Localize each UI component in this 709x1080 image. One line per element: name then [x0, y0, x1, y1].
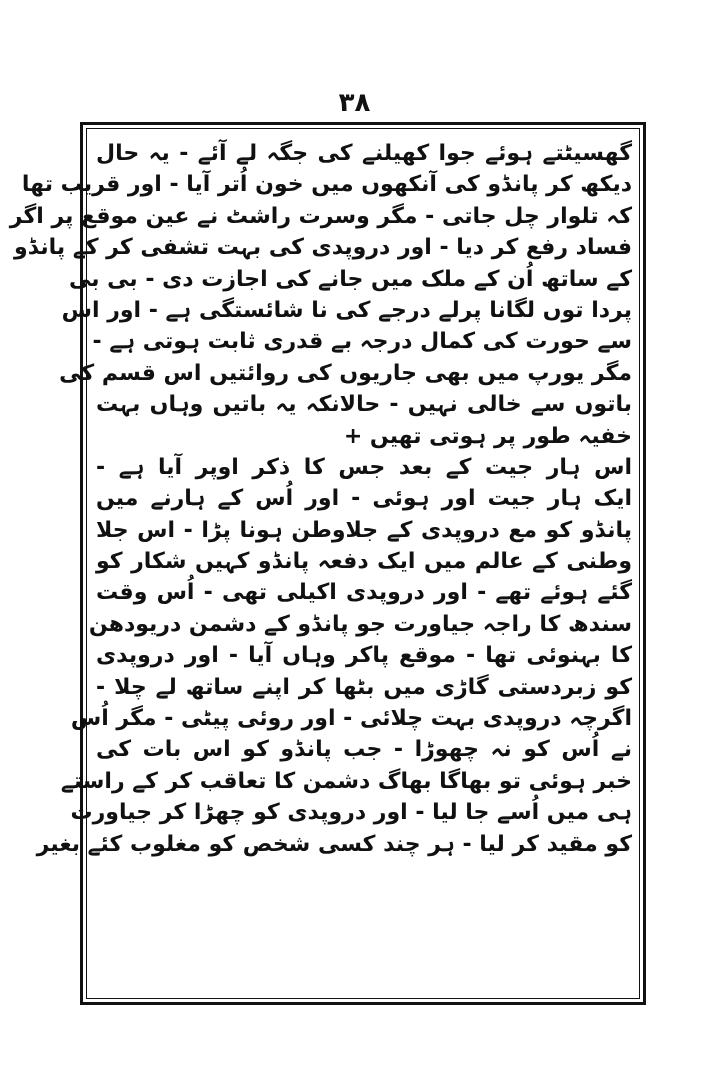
page-number: ۳۸: [338, 88, 371, 118]
text-line: ہی میں اُسے جا لیا - اور دروپدی کو چھڑا کر جیاورت: [70, 800, 632, 826]
text-line: پردا توں لگانا پرلے درجے کی نا شائستگی ہے - اور اس: [61, 297, 632, 323]
text-line: ایک ہار جیت اور ہوئی - اور اُس کے ہارنے میں: [96, 486, 632, 512]
text-line: سے حورت کی کمال درجہ بے قدری ثابت ہوتی ہے -: [92, 329, 632, 355]
text-line: اگرچہ دروپدی بہت چلائی - اور روئی پیٹی - مگر اُس: [70, 706, 632, 732]
text-line: دیکھ کر پانڈو کی آنکھوں میں خون اُتر آیا - اور قریب تھا: [21, 172, 632, 198]
text-line: گئے ہوئے تھے - اور دروپدی اکیلی تھی - اُس وقت: [96, 580, 632, 606]
text-line: فساد رفع کر دیا - اور دروپدی کی بہت تشفی کر کے پانڈو: [14, 235, 632, 261]
text-line: پانڈو کو مع دروپدی کے جلاوطن ہونا پڑا - اس جلا: [96, 517, 632, 543]
text-line: مگر یورپ میں بھی جاریوں کی روائتیں اس قسم کی: [59, 360, 632, 386]
text-line: کو زبردستی گاڑی میں بٹھا کر اپنے ساتھ لے چلا -: [96, 674, 632, 700]
page-text-body: [9, 138, 632, 860]
text-line: گھسیٹتے ہوئے جوا کھیلنے کی جگہ لے آئے - یہ حال: [96, 141, 632, 166]
text-line: باتوں سے خالی نہیں - حالانکہ یہ باتیں وہاں بہت: [96, 392, 632, 418]
text-line: اس ہار جیت کے بعد جس کا ذکر اوپر آیا ہے -: [96, 454, 632, 480]
text-line: نے اُس کو نہ چھوڑا - جب پانڈو کو اس بات کی: [96, 737, 632, 763]
text-line: وطنی کے عالم میں ایک دفعہ پانڈو کہیں شکار کو: [96, 549, 632, 575]
text-line: خفیہ طور پر ہوتی تھیں +: [343, 423, 632, 449]
text-line: خبر ہوئی تو بھاگا بھاگ دشمن کا تعاقب کر کے راستے: [60, 768, 632, 794]
text-line: کے ساتھ اُن کے ملک میں جانے کی اجازت دی - بی بی: [68, 266, 632, 292]
text-line: کہ تلوار چل جاتی - مگر وسرت راشٹ نے عین موقع پر اگر: [9, 203, 632, 229]
text-line: کا بہنوئی تھا - موقع پاکر وہاں آیا - اور دروپدی: [96, 643, 632, 669]
text-line: سندھ کا راجہ جیاورت جو پانڈو کے دشمن دریودھن: [88, 611, 632, 637]
text-line: کو مقید کر لیا - ہر چند کسی شخص کو مغلوب کئے بغیر: [36, 831, 632, 857]
